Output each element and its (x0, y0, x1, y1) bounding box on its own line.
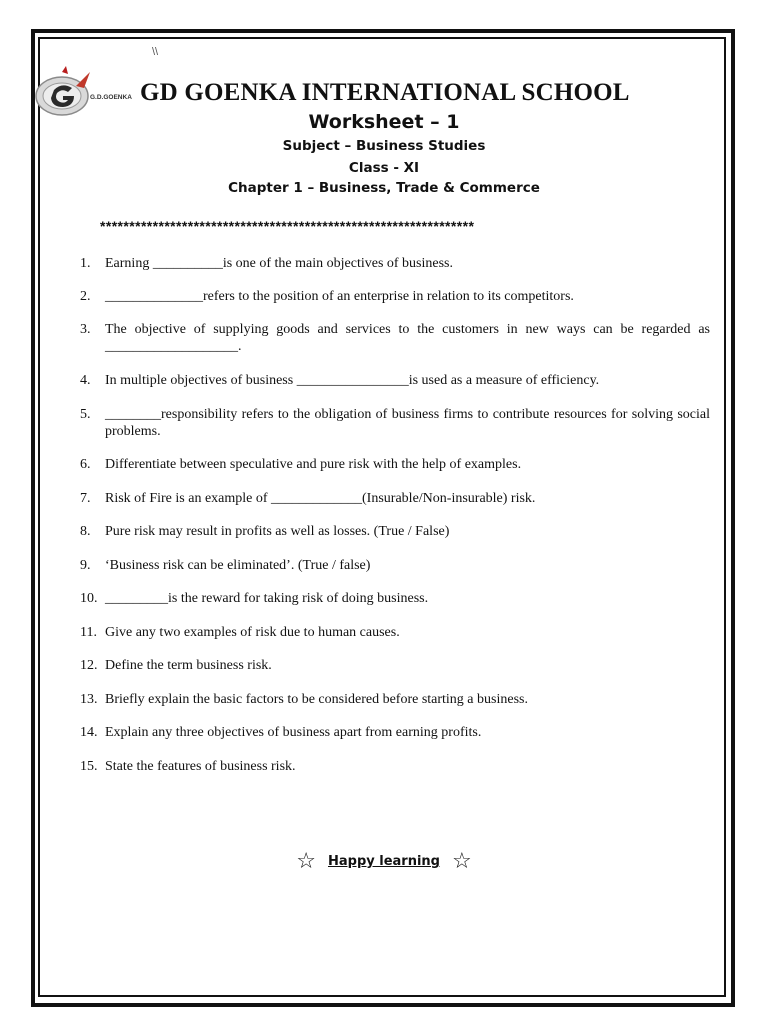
question-text: Define the term business risk. (105, 658, 272, 673)
question-item (80, 724, 710, 741)
school-logo (32, 62, 132, 118)
happy-learning-text: Happy learning (328, 854, 440, 869)
worksheet-title: Worksheet – 1 (308, 111, 460, 133)
question-number: 8. (80, 524, 91, 539)
subject-line: Subject – Business Studies (282, 138, 486, 154)
question-text: Differentiate between speculative and pure risk with the help of examples. (105, 457, 522, 472)
question-text: Risk of Fire is an example of _____________(Insurable/Non-insurable) risk. (105, 491, 536, 506)
svg-text:G.D.GOENKA: G.D.GOENKA (90, 94, 132, 101)
question-number: 4. (80, 373, 91, 388)
question-number: 1. (80, 256, 91, 271)
question-text: Pure risk may result in profits as well as losses. (True / False) (105, 524, 450, 539)
question-item (80, 406, 710, 440)
question-item (80, 490, 710, 507)
chapter-line: Chapter 1 – Business, Trade & Commerce (228, 180, 540, 196)
school-name: GD GOENKA INTERNATIONAL SCHOOL (140, 79, 630, 106)
question-text: Earning __________is one of the main objectives of business. (105, 256, 453, 271)
question-text: Give any two examples of risk due to human causes. (105, 625, 400, 640)
question-number: 3. (80, 322, 91, 337)
question-text: Explain any three objectives of business apart from earning profits. (105, 725, 482, 740)
question-item (80, 321, 710, 355)
question-item (80, 691, 710, 708)
question-number: 9. (80, 558, 91, 573)
question-number: 11. (80, 625, 97, 640)
question-item (80, 523, 710, 540)
question-text: The objective of supplying goods and services to the customers in new ways can be regarded as ___________________. (105, 322, 710, 354)
question-number: 7. (80, 491, 91, 506)
question-number: 14. (80, 725, 98, 740)
question-text: _________is the reward for taking risk of doing business. (105, 591, 429, 606)
question-number: 12. (80, 658, 98, 673)
footer (0, 849, 768, 874)
star-outline-icon: ☆ (296, 849, 316, 874)
question-item (80, 557, 710, 574)
question-text: ______________refers to the position of an enterprise in relation to its competitors. (105, 289, 574, 304)
question-text: In multiple objectives of business ________________is used as a measure of efficiency. (105, 373, 600, 388)
question-text: ________responsibility refers to the obligation of business firms to contribute resources for solving social problems. (105, 407, 710, 439)
question-item (80, 624, 710, 641)
question-item (80, 255, 710, 272)
question-number: 2. (80, 289, 91, 304)
asterisk-separator: **************************************************************** (100, 218, 475, 234)
question-text: State the features of business risk. (105, 759, 296, 774)
question-item (80, 590, 710, 607)
question-number: 10. (80, 591, 98, 606)
question-number: 13. (80, 692, 98, 707)
question-text: Briefly explain the basic factors to be considered before starting a business. (105, 692, 528, 707)
question-item (80, 456, 710, 473)
class-line: Class - XI (348, 160, 420, 176)
stray-marks: \\ (152, 46, 159, 58)
question-number: 5. (80, 407, 91, 422)
question-item (80, 758, 710, 775)
question-number: 15. (80, 759, 98, 774)
star-outline-icon: ☆ (452, 849, 472, 874)
question-text: ‘Business risk can be eliminated’. (True / false) (105, 558, 371, 573)
question-number: 6. (80, 457, 91, 472)
question-item (80, 372, 710, 389)
question-item (80, 657, 710, 674)
question-item (80, 288, 710, 305)
